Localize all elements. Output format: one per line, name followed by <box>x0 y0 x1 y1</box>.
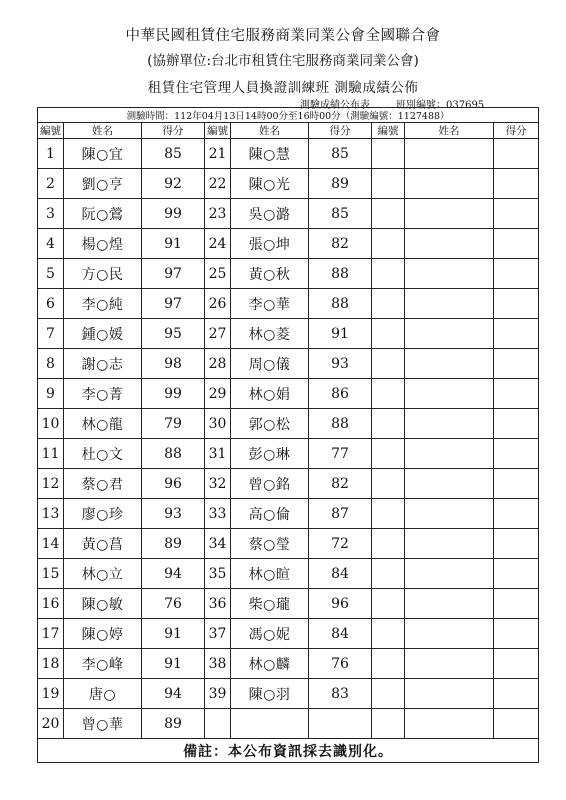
table-row <box>38 199 539 229</box>
student-name-cell: 林○立 <box>64 559 142 589</box>
student-id-cell: 14 <box>38 529 64 559</box>
student-id-cell <box>372 139 405 169</box>
student-name-cell: 張○坤 <box>231 229 309 259</box>
student-name-cell: 劉○亨 <box>64 169 142 199</box>
student-name-cell: 高○倫 <box>231 499 309 529</box>
score-cell: 91 <box>142 619 205 649</box>
student-id-cell: 39 <box>205 679 231 709</box>
student-name-cell: 陳○光 <box>231 169 309 199</box>
score-cell: 93 <box>309 349 372 379</box>
score-cell: 72 <box>309 529 372 559</box>
student-id-cell <box>372 499 405 529</box>
student-name-cell <box>405 619 494 649</box>
student-name-cell <box>405 679 494 709</box>
score-cell: 91 <box>309 319 372 349</box>
score-cell: 97 <box>142 289 205 319</box>
score-cell <box>494 709 539 739</box>
student-id-cell: 31 <box>205 439 231 469</box>
table-row <box>38 559 539 589</box>
student-id-cell <box>372 289 405 319</box>
document-title: 中華民國租賃住宅服務商業同業公會全國聯合會 <box>125 28 441 44</box>
score-cell: 91 <box>142 229 205 259</box>
student-name-cell: 曾○華 <box>64 709 142 739</box>
student-id-cell <box>372 709 405 739</box>
score-cell <box>494 469 539 499</box>
score-cell: 88 <box>309 289 372 319</box>
student-name-cell: 黃○秋 <box>231 259 309 289</box>
student-id-cell: 10 <box>38 409 64 439</box>
student-name-cell: 陳○慧 <box>231 139 309 169</box>
meta-left: 測驗成績公布表 <box>300 100 370 111</box>
student-name-cell <box>405 289 494 319</box>
column-header-row <box>38 123 539 139</box>
student-name-cell <box>405 649 494 679</box>
student-id-cell: 4 <box>38 229 64 259</box>
student-name-cell <box>405 229 494 259</box>
student-id-cell: 23 <box>205 199 231 229</box>
table-row <box>38 679 539 709</box>
score-cell <box>494 169 539 199</box>
header-id: 編號 <box>205 123 231 139</box>
score-cell: 86 <box>309 379 372 409</box>
student-name-cell: 林○暄 <box>231 559 309 589</box>
student-id-cell: 33 <box>205 499 231 529</box>
student-id-cell: 35 <box>205 559 231 589</box>
table-row <box>38 409 539 439</box>
student-id-cell: 2 <box>38 169 64 199</box>
score-cell <box>494 649 539 679</box>
score-cell <box>309 709 372 739</box>
student-id-cell: 28 <box>205 349 231 379</box>
student-name-cell <box>405 529 494 559</box>
student-name-cell: 陳○宜 <box>64 139 142 169</box>
student-name-cell: 李○華 <box>231 289 309 319</box>
student-name-cell <box>405 199 494 229</box>
score-cell: 84 <box>309 619 372 649</box>
score-cell: 94 <box>142 679 205 709</box>
student-name-cell: 林○麟 <box>231 649 309 679</box>
student-id-cell: 19 <box>38 679 64 709</box>
student-name-cell <box>405 469 494 499</box>
score-cell <box>494 379 539 409</box>
student-name-cell: 柴○瓏 <box>231 589 309 619</box>
student-name-cell: 李○峰 <box>64 649 142 679</box>
score-cell: 87 <box>309 499 372 529</box>
table-row <box>38 649 539 679</box>
score-cell: 85 <box>142 139 205 169</box>
score-cell: 76 <box>309 649 372 679</box>
student-id-cell: 34 <box>205 529 231 559</box>
student-id-cell: 5 <box>38 259 64 289</box>
score-cell: 96 <box>309 589 372 619</box>
student-id-cell <box>372 619 405 649</box>
student-id-cell: 36 <box>205 589 231 619</box>
student-id-cell <box>372 439 405 469</box>
table-row <box>38 709 539 739</box>
score-cell: 85 <box>309 139 372 169</box>
student-name-cell: 陳○婷 <box>64 619 142 649</box>
score-cell <box>494 349 539 379</box>
table-row <box>38 439 539 469</box>
score-cell <box>494 139 539 169</box>
header-score: 得分 <box>142 123 205 139</box>
student-name-cell <box>405 589 494 619</box>
student-id-cell <box>372 169 405 199</box>
student-id-cell: 7 <box>38 319 64 349</box>
score-table-body <box>38 108 539 763</box>
score-cell <box>494 229 539 259</box>
score-cell: 82 <box>309 469 372 499</box>
student-name-cell: 謝○志 <box>64 349 142 379</box>
score-cell: 99 <box>142 379 205 409</box>
student-name-cell: 周○儀 <box>231 349 309 379</box>
score-cell: 85 <box>309 199 372 229</box>
student-id-cell <box>372 229 405 259</box>
student-id-cell: 11 <box>38 439 64 469</box>
student-id-cell <box>372 679 405 709</box>
score-cell <box>494 529 539 559</box>
student-id-cell: 3 <box>38 199 64 229</box>
student-id-cell <box>372 259 405 289</box>
student-id-cell: 37 <box>205 619 231 649</box>
score-cell <box>494 289 539 319</box>
score-table <box>37 107 539 763</box>
student-id-cell <box>372 349 405 379</box>
student-id-cell: 16 <box>38 589 64 619</box>
student-id-cell <box>372 199 405 229</box>
student-name-cell <box>405 139 494 169</box>
score-cell: 82 <box>309 229 372 259</box>
student-id-cell <box>372 469 405 499</box>
score-cell: 89 <box>142 709 205 739</box>
student-id-cell <box>372 379 405 409</box>
student-id-cell: 9 <box>38 379 64 409</box>
student-id-cell: 38 <box>205 649 231 679</box>
score-cell: 88 <box>309 409 372 439</box>
score-cell <box>494 619 539 649</box>
student-id-cell <box>372 649 405 679</box>
student-name-cell <box>405 709 494 739</box>
student-name-cell <box>405 439 494 469</box>
student-name-cell: 林○娟 <box>231 379 309 409</box>
student-id-cell: 17 <box>38 619 64 649</box>
score-cell: 96 <box>142 469 205 499</box>
student-id-cell <box>372 559 405 589</box>
student-id-cell: 1 <box>38 139 64 169</box>
score-cell: 89 <box>309 169 372 199</box>
score-cell: 88 <box>142 439 205 469</box>
student-name-cell: 蔡○瑩 <box>231 529 309 559</box>
score-cell: 77 <box>309 439 372 469</box>
student-name-cell: 吳○潞 <box>231 199 309 229</box>
score-cell <box>494 259 539 289</box>
student-name-cell: 方○民 <box>64 259 142 289</box>
score-cell <box>494 679 539 709</box>
score-cell <box>494 589 539 619</box>
table-row <box>38 469 539 499</box>
score-cell: 84 <box>309 559 372 589</box>
student-name-cell: 杜○文 <box>64 439 142 469</box>
score-cell: 98 <box>142 349 205 379</box>
score-cell: 92 <box>142 169 205 199</box>
table-row <box>38 379 539 409</box>
document-subtitle: 租賃住宅管理人員換證訓練班 測驗成績公佈 <box>147 80 419 96</box>
table-row <box>38 289 539 319</box>
student-id-cell: 13 <box>38 499 64 529</box>
student-name-cell <box>405 349 494 379</box>
table-row <box>38 169 539 199</box>
table-row <box>38 619 539 649</box>
student-name-cell: 黃○菖 <box>64 529 142 559</box>
table-row <box>38 349 539 379</box>
organizer-line: (協辦單位:台北市租賃住宅服務商業同業公會) <box>147 53 419 69</box>
score-cell <box>494 439 539 469</box>
student-name-cell: 馮○妮 <box>231 619 309 649</box>
footer-note: 備註：本公布資訊採去識別化。 <box>38 739 539 763</box>
score-cell: 97 <box>142 259 205 289</box>
student-name-cell: 陳○敏 <box>64 589 142 619</box>
student-name-cell: 曾○銘 <box>231 469 309 499</box>
header-id: 編號 <box>372 123 405 139</box>
student-id-cell: 24 <box>205 229 231 259</box>
student-id-cell: 32 <box>205 469 231 499</box>
student-id-cell: 22 <box>205 169 231 199</box>
score-cell: 79 <box>142 409 205 439</box>
student-name-cell <box>231 709 309 739</box>
student-id-cell: 29 <box>205 379 231 409</box>
table-row <box>38 139 539 169</box>
student-id-cell: 21 <box>205 139 231 169</box>
student-id-cell: 12 <box>38 469 64 499</box>
student-name-cell: 彭○琳 <box>231 439 309 469</box>
student-name-cell: 廖○珍 <box>64 499 142 529</box>
student-name-cell: 郭○松 <box>231 409 309 439</box>
header-name: 姓名 <box>64 123 142 139</box>
table-row <box>38 229 539 259</box>
student-id-cell: 30 <box>205 409 231 439</box>
student-id-cell: 18 <box>38 649 64 679</box>
student-id-cell <box>205 709 231 739</box>
table-row <box>38 589 539 619</box>
student-name-cell: 楊○煌 <box>64 229 142 259</box>
student-id-cell: 20 <box>38 709 64 739</box>
header-id: 編號 <box>38 123 64 139</box>
student-name-cell: 林○龍 <box>64 409 142 439</box>
score-cell <box>494 409 539 439</box>
header-name: 姓名 <box>231 123 309 139</box>
student-name-cell: 鍾○媛 <box>64 319 142 349</box>
table-row <box>38 499 539 529</box>
score-cell: 83 <box>309 679 372 709</box>
score-cell <box>494 559 539 589</box>
class-number: 班別編號：037695 <box>396 100 485 111</box>
student-id-cell: 27 <box>205 319 231 349</box>
score-cell: 94 <box>142 559 205 589</box>
score-cell: 91 <box>142 649 205 679</box>
exam-time: 測驗時間：112年04月13日14時00分至16時00分（測驗編號：1127488） <box>38 108 539 123</box>
table-row <box>38 259 539 289</box>
exam-time-row <box>38 108 539 123</box>
score-cell <box>494 199 539 229</box>
student-name-cell: 李○純 <box>64 289 142 319</box>
student-name-cell: 陳○羽 <box>231 679 309 709</box>
student-id-cell <box>372 409 405 439</box>
student-name-cell <box>405 499 494 529</box>
score-cell <box>494 319 539 349</box>
student-name-cell <box>405 379 494 409</box>
student-name-cell: 蔡○君 <box>64 469 142 499</box>
student-id-cell: 8 <box>38 349 64 379</box>
student-id-cell <box>372 529 405 559</box>
student-name-cell <box>405 409 494 439</box>
student-name-cell <box>405 559 494 589</box>
student-name-cell <box>405 169 494 199</box>
footer-note-row <box>38 739 539 763</box>
score-cell: 95 <box>142 319 205 349</box>
score-cell: 89 <box>142 529 205 559</box>
table-row <box>38 529 539 559</box>
table-row <box>38 319 539 349</box>
student-id-cell <box>372 319 405 349</box>
student-id-cell: 26 <box>205 289 231 319</box>
student-id-cell <box>372 589 405 619</box>
student-name-cell: 唐○ <box>64 679 142 709</box>
header-score: 得分 <box>309 123 372 139</box>
student-name-cell: 阮○鶯 <box>64 199 142 229</box>
header-score: 得分 <box>494 123 539 139</box>
student-name-cell <box>405 319 494 349</box>
student-id-cell: 15 <box>38 559 64 589</box>
score-cell <box>494 499 539 529</box>
score-cell: 76 <box>142 589 205 619</box>
student-name-cell: 林○菱 <box>231 319 309 349</box>
student-name-cell <box>405 259 494 289</box>
score-cell: 93 <box>142 499 205 529</box>
student-id-cell: 25 <box>205 259 231 289</box>
student-name-cell: 李○菁 <box>64 379 142 409</box>
header-name: 姓名 <box>405 123 494 139</box>
score-cell: 88 <box>309 259 372 289</box>
score-cell: 99 <box>142 199 205 229</box>
student-id-cell: 6 <box>38 289 64 319</box>
